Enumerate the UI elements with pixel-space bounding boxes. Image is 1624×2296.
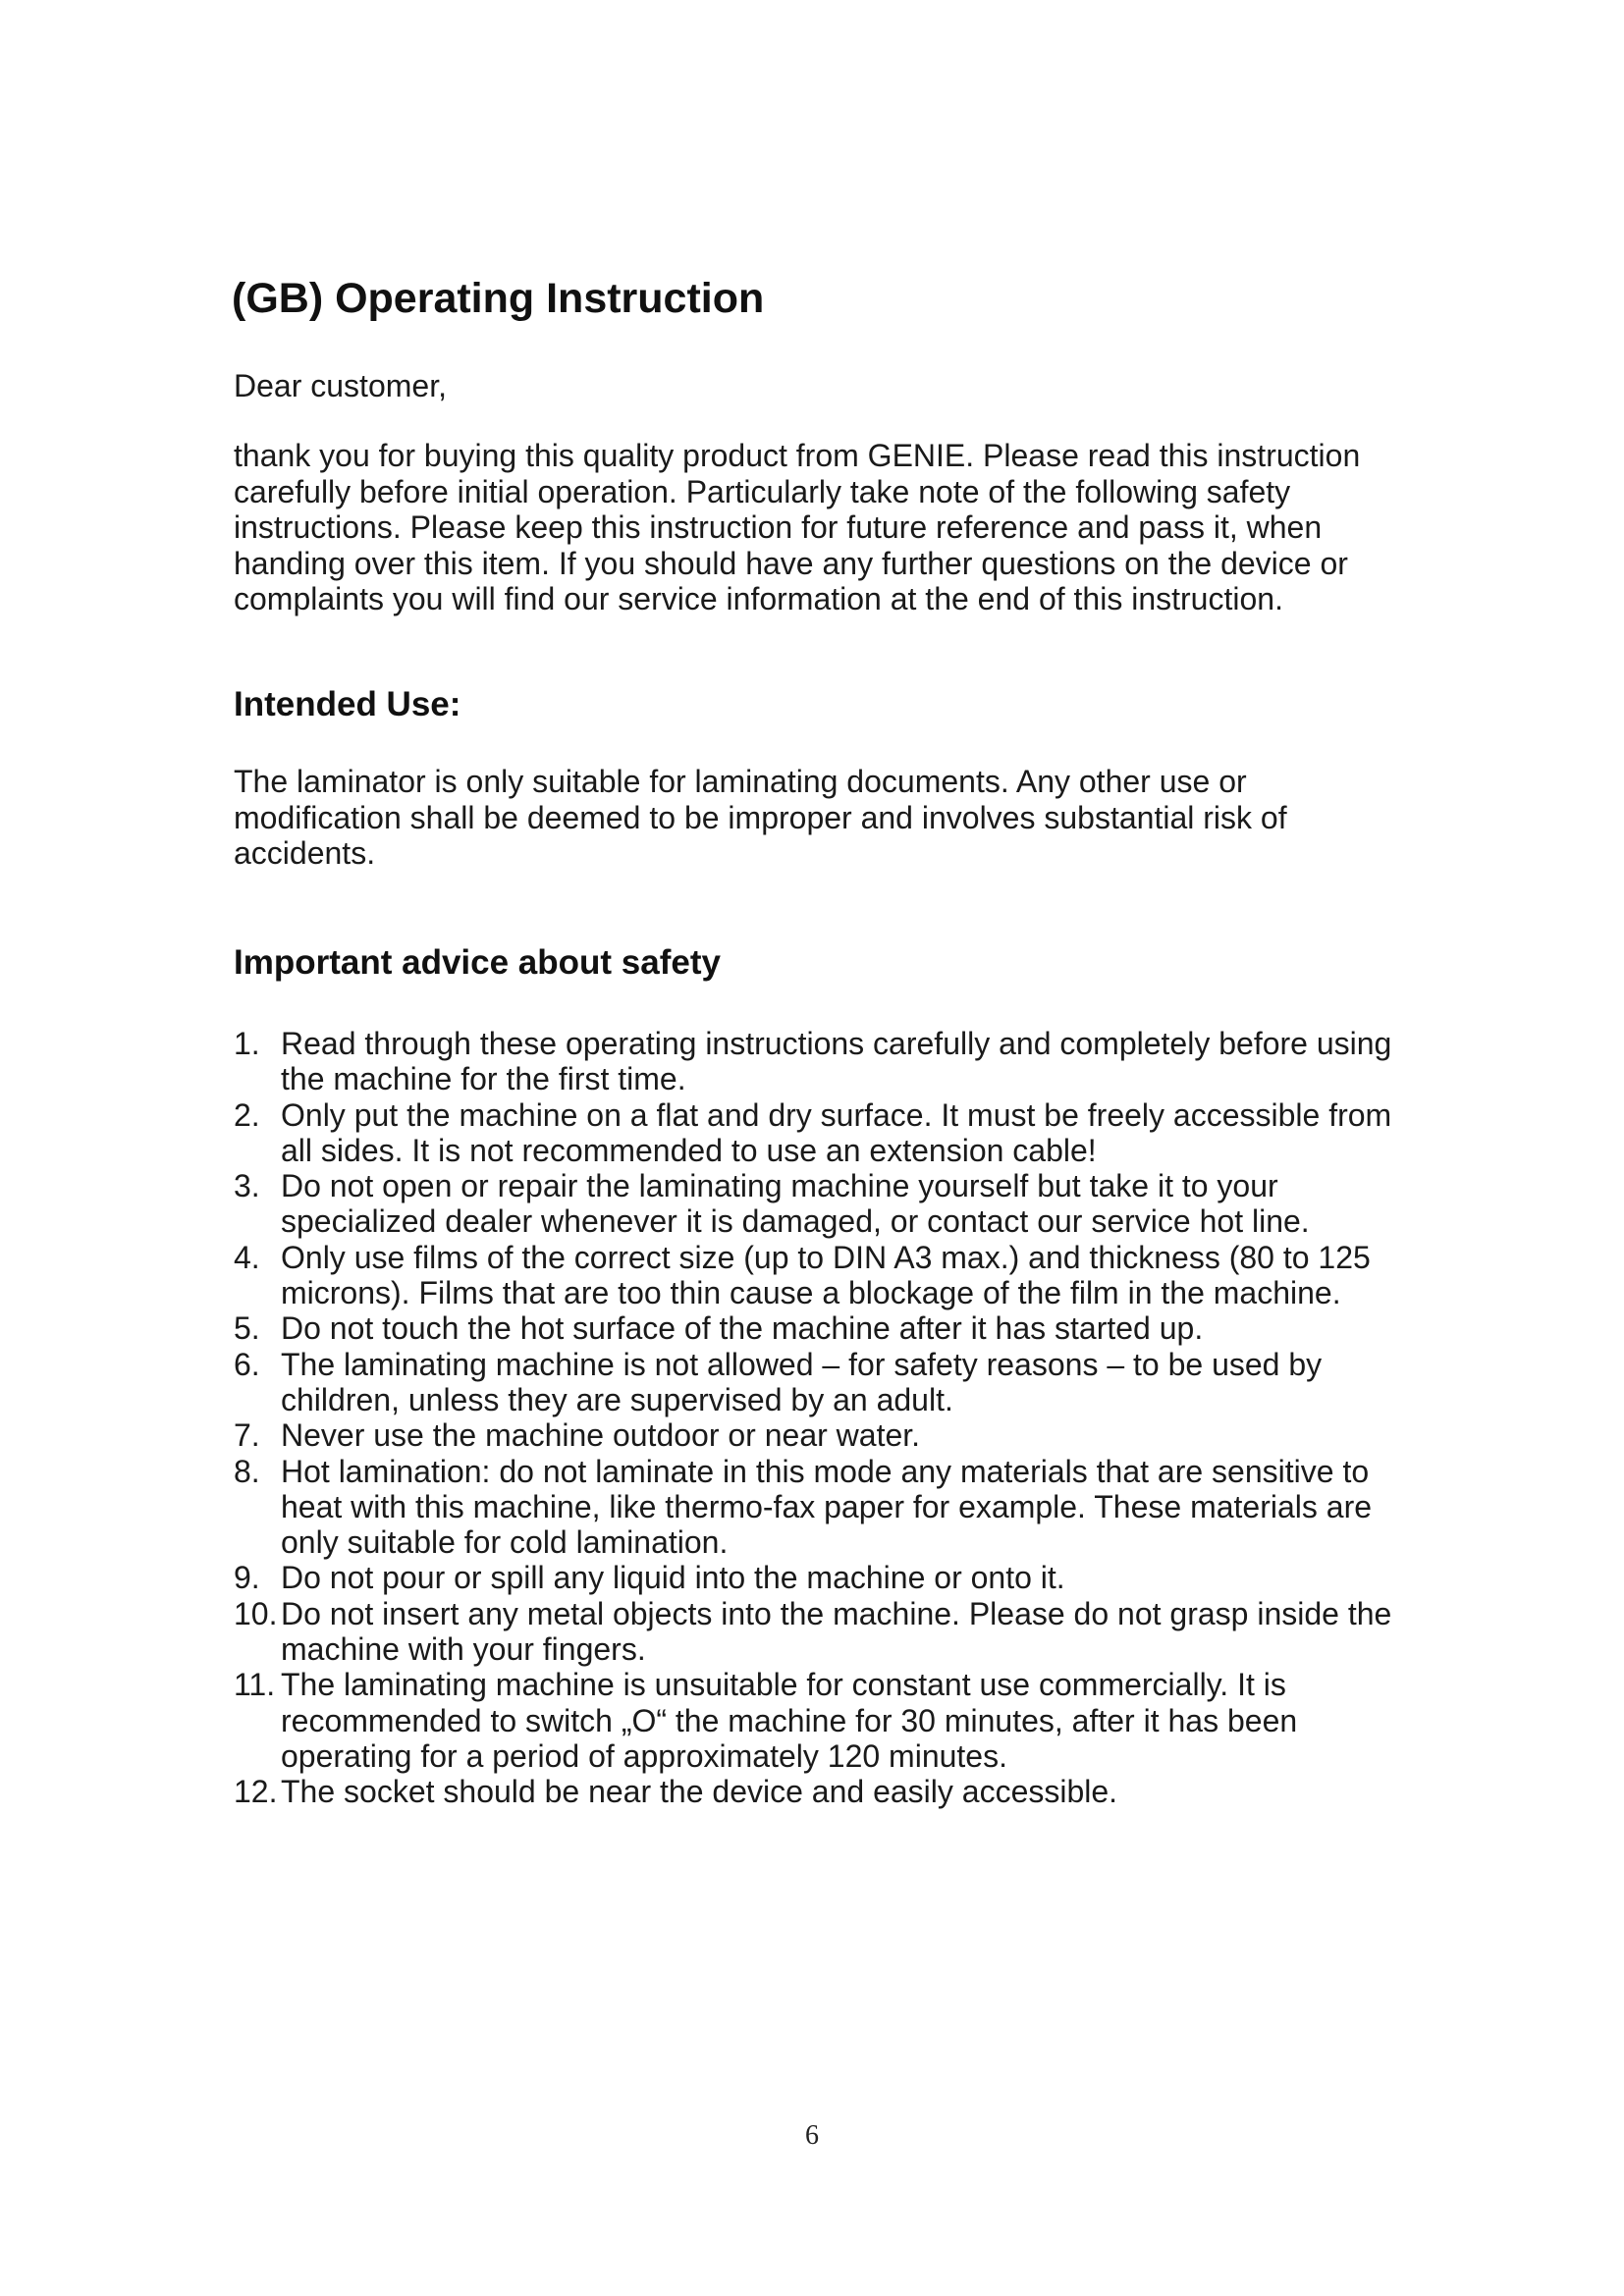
- greeting: Dear customer,: [234, 368, 447, 403]
- list-item-text: Only put the machine on a flat and dry surface. It must be freely accessible from all sides. It is not recommended to use an extension cable!: [281, 1096, 1392, 1168]
- list-item: [234, 1026, 1392, 1097]
- list-item-text: Do not pour or spill any liquid into the machine or onto it.: [281, 1560, 1065, 1596]
- list-item-text: The laminating machine is not allowed – for safety reasons – to be used by children, unless they are supervised by an adult.: [281, 1346, 1323, 1417]
- list-item-number: 2.: [234, 1096, 260, 1133]
- list-item-text: Only use films of the correct size (up to DIN A3 max.) and thickness (80 to 125 microns). Films that are too thin cause a blockage of the film in the machine.: [281, 1239, 1371, 1311]
- list-item-number: 11.: [234, 1667, 276, 1703]
- list-item: [234, 1454, 1392, 1561]
- intended-use-text: The laminator is only suitable for laminating documents. Any other use or modification shall be deemed to be improper and involves substantial risk of accidents.: [234, 764, 1287, 871]
- list-item-number: 9.: [234, 1560, 260, 1596]
- list-item-number: 8.: [234, 1453, 260, 1489]
- list-item: [234, 1774, 1392, 1809]
- list-item-text: Read through these operating instructions carefully and completely before using the machine for the first time.: [281, 1026, 1392, 1097]
- list-item: [234, 1097, 1392, 1169]
- list-item-number: 1.: [234, 1026, 260, 1061]
- intro-paragraph: thank you for buying this quality product from GENIE. Please read this instruction carefully before initial operation. Particularly take note of the following safety instructions. Please keep this instruction for future reference and pass it, when handing over this item. If you should have any further questions on the device or complaints you will find our service information at the end of this instruction.: [234, 438, 1361, 616]
- list-item: [234, 1596, 1392, 1668]
- list-item: [234, 1560, 1392, 1595]
- page-title: (GB) Operating Instruction: [232, 275, 765, 322]
- list-item-number: 4.: [234, 1239, 260, 1275]
- list-item-number: 7.: [234, 1417, 260, 1454]
- list-item: [234, 1667, 1392, 1774]
- list-item-text: The socket should be near the device and easily accessible.: [281, 1774, 1118, 1810]
- list-item-text: Never use the machine outdoor or near water.: [281, 1417, 921, 1454]
- list-item-text: The laminating machine is unsuitable for constant use commercially. It is recommended to switch „O“ the machine for 30 minutes, after it has been operating for a period of approximately 120 minutes.: [281, 1667, 1298, 1774]
- page-number: 6: [805, 2120, 819, 2151]
- list-item-text: Do not open or repair the laminating machine yourself but take it to your specialized dealer whenever it is damaged, or contact our service hot line.: [281, 1168, 1310, 1240]
- intended-use-heading: Intended Use:: [234, 685, 461, 723]
- list-item: [234, 1168, 1392, 1240]
- safety-list: [234, 1026, 1392, 1810]
- list-item-number: 10.: [234, 1595, 278, 1631]
- safety-heading: Important advice about safety: [234, 943, 721, 982]
- list-item-number: 12.: [234, 1774, 278, 1810]
- list-item-number: 3.: [234, 1168, 260, 1204]
- list-item-text: Do not touch the hot surface of the machine after it has started up.: [281, 1310, 1204, 1347]
- list-item: [234, 1240, 1392, 1311]
- list-item-number: 5.: [234, 1310, 260, 1347]
- list-item-text: Hot lamination: do not laminate in this mode any materials that are sensitive to heat with this machine, like thermo-fax paper for example. These materials are only suitable for cold lamination.: [281, 1453, 1373, 1561]
- list-item-number: 6.: [234, 1346, 260, 1382]
- list-item: [234, 1347, 1392, 1418]
- list-item: [234, 1310, 1392, 1346]
- list-item-text: Do not insert any metal objects into the machine. Please do not grasp inside the machine with your fingers.: [281, 1595, 1392, 1668]
- list-item: [234, 1417, 1392, 1453]
